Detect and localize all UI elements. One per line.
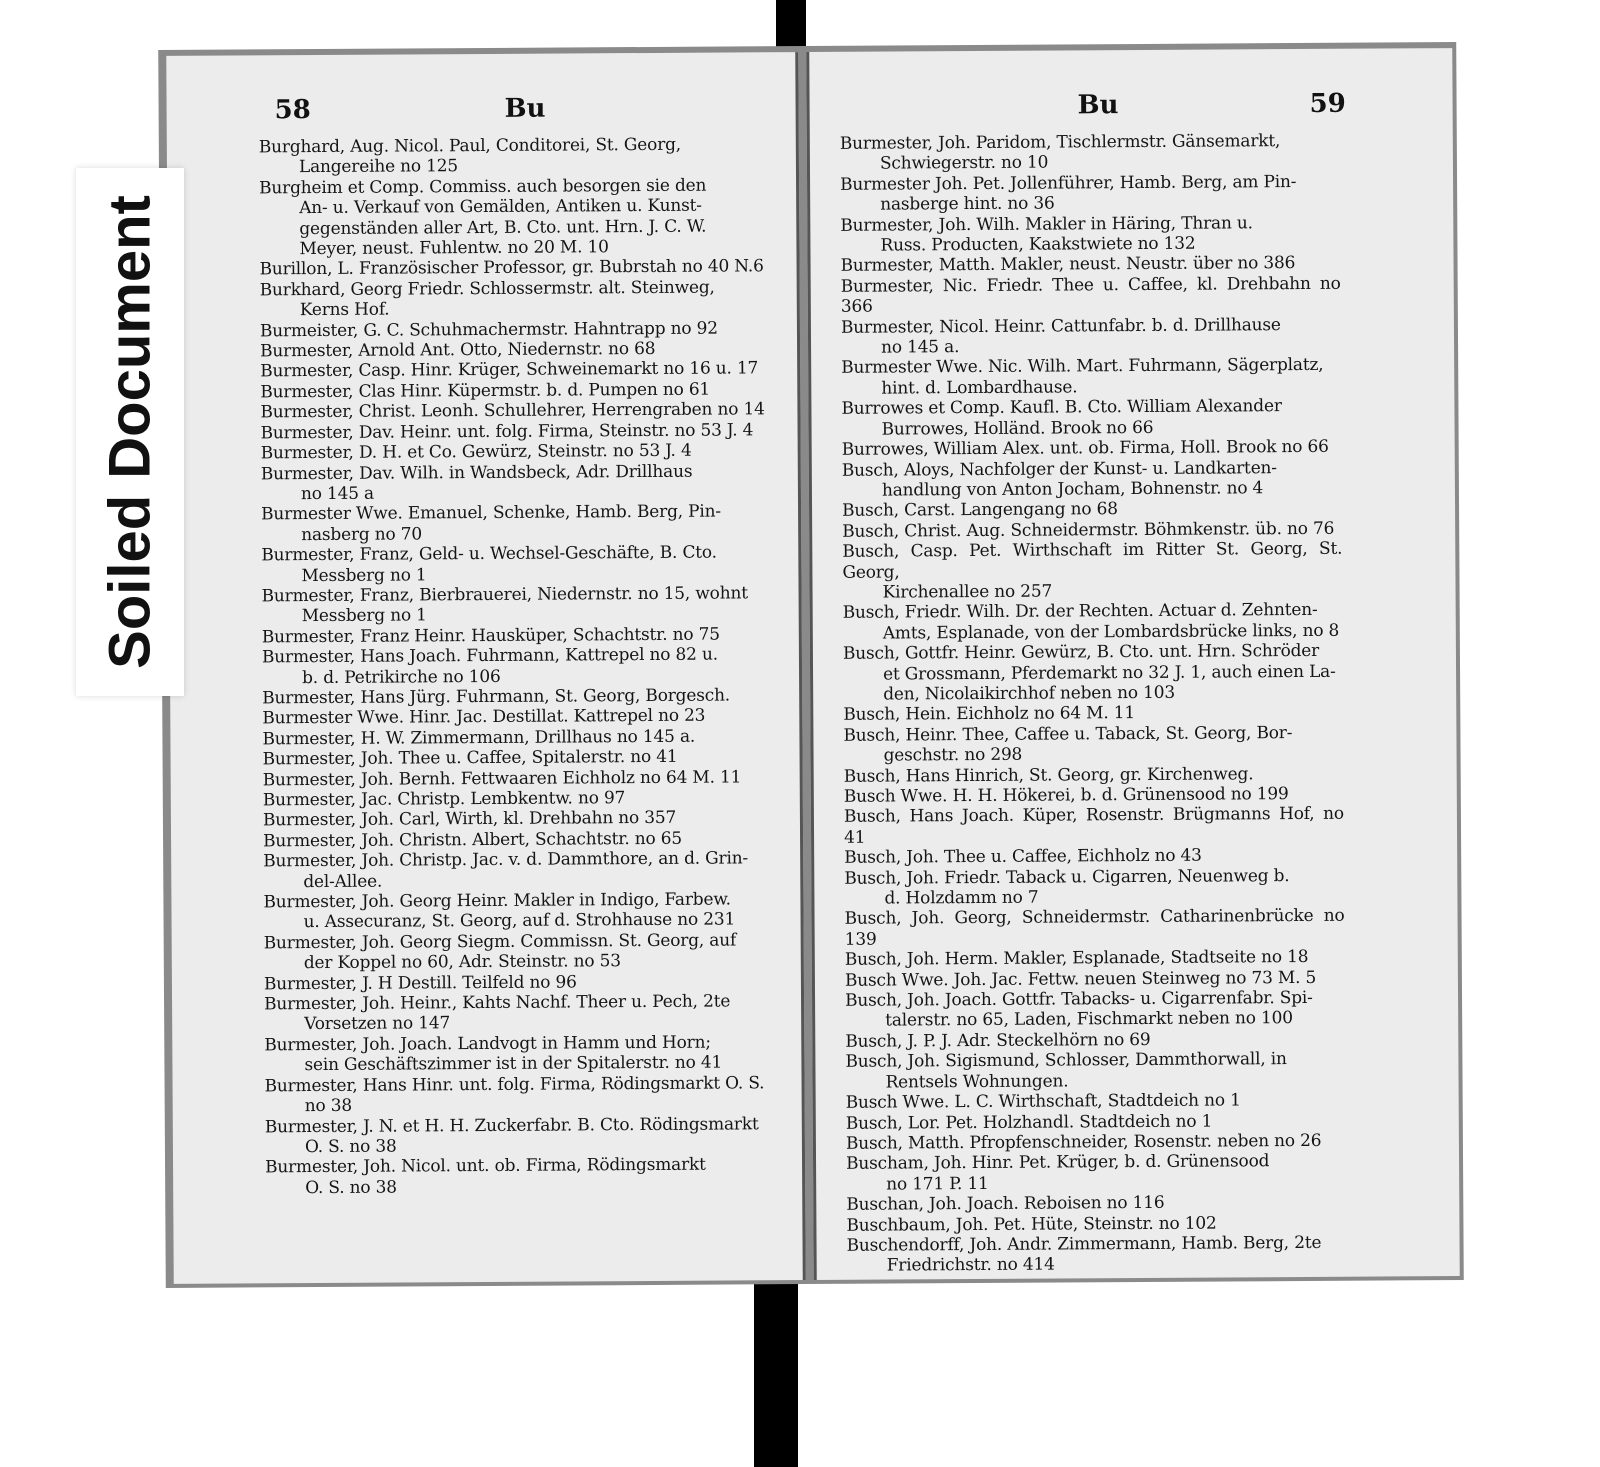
directory-entry — [846, 1131, 1346, 1154]
directory-entry — [844, 906, 1344, 950]
right-page-header — [809, 88, 1452, 132]
directory-entry — [264, 991, 774, 1035]
directory-entry — [840, 172, 1340, 216]
entry-line: Burmester, Joh. Georg Heinr. Makler in Indigo, Farbew. — [263, 889, 731, 913]
entry-continuation-line: der Koppel no 60, Adr. Steinstr. no 53 — [303, 951, 621, 974]
entry-line: Busch, Joh. Joach. Gottfr. Tabacks- u. Cigarrenfabr. Spi- — [844, 988, 1313, 1011]
entry-line: Busch, Christ. Aug. Schneidermstr. Böhmkenstr. üb. no 76 — [842, 518, 1335, 542]
directory-entry — [260, 277, 770, 321]
entry-line: Busch, Heinr. Thee, Caffee u. Taback, St. Georg, Bor- — [843, 722, 1293, 746]
directory-entry — [846, 1151, 1346, 1195]
entry-line: Burmester Joh. Pet. Jollenführer, Hamb. Berg, am Pin- — [840, 171, 1297, 195]
entry-line: Burmester, Hans Jürg. Fuhrmann, St. Georg, Borgesch. — [262, 685, 731, 709]
entry-continuation-line: et Grossmann, Pferdemarkt no 32 J. 1, auch einen La- — [882, 661, 1336, 685]
entry-continuation-line: An- u. Verkauf von Gemälden, Antiken u. Kunst- — [299, 195, 702, 219]
directory-entry — [265, 1073, 775, 1117]
entry-continuation-line: geschstr. no 298 — [883, 744, 1023, 766]
left-page-header — [167, 92, 796, 136]
directory-entry — [845, 988, 1345, 1032]
entry-continuation-line: hint. d. Lombardhause. — [881, 377, 1078, 399]
directory-entry — [262, 583, 772, 627]
entry-line: Burmester, D. H. et Co. Gewürz, Steinstr. no 53 J. 4 — [260, 440, 692, 464]
entry-line: Burmester, Dav. Wilh. in Wandsbeck, Adr. Drillhaus — [260, 461, 693, 484]
entry-line: Busch, Joh. Thee u. Caffee, Eichholz no 43 — [844, 845, 1202, 869]
directory-entry — [263, 889, 773, 933]
directory-entry — [263, 767, 773, 791]
entry-line: Burmester, Joh. Wilh. Makler in Häring, Thran u. — [840, 212, 1253, 236]
directory-entry — [844, 804, 1344, 848]
entry-continuation-line: nasberg no 70 — [301, 524, 423, 545]
entry-line: Busch, Gottfr. Heinr. Gewürz, B. Cto. unt. Hrn. Schröder — [842, 641, 1320, 664]
directory-entry — [264, 1032, 774, 1076]
entry-line: Burmester, Franz, Bierbrauerei, Niedernstr. no 15, wohnt — [261, 583, 748, 607]
directory-entry — [264, 930, 774, 974]
entry-continuation-line: Messberg no 1 — [301, 605, 427, 627]
entry-line: Burmester, Joh. Nicol. unt. ob. Firma, Rödingsmarkt — [264, 1154, 706, 1178]
entry-line: Busch, Carst. Langengang no 68 — [841, 499, 1118, 522]
entry-line: Burmester, Nic. Friedr. Thee u. Caffee, kl. Drehbahn no 366 — [840, 273, 1341, 318]
label-text: Soiled Document — [97, 195, 163, 669]
entry-line: Burmester, Jac. Christp. Lembkentw. no 97 — [262, 788, 626, 811]
entry-line: Busch, Friedr. Wilh. Dr. der Rechten. Actuar d. Zehnten- — [842, 600, 1318, 624]
directory-entry — [841, 355, 1341, 399]
entry-line: Burmester, Joh. Joach. Landvogt in Hamm und Horn; — [264, 1032, 711, 1056]
directory-entry — [842, 437, 1342, 460]
entry-line: Busch, Casp. Pet. Wirthschaft im Ritter St. Georg, St. Georg, — [842, 538, 1343, 583]
directory-entry — [840, 212, 1340, 256]
entry-line: Burmester, Dav. Heinr. unt. folg. Firma, Steinstr. no 53 J. 4 — [260, 420, 754, 444]
directory-entry — [260, 257, 770, 281]
entry-line: Burgheim et Comp. Commiss. auch besorgen sie den — [259, 175, 707, 199]
right-page-running-head: Bu — [1077, 90, 1119, 121]
entry-line: Burmester, Joh. Bernh. Fettwaaren Eichholz no 64 M. 11 — [262, 767, 742, 790]
entry-line: Burghard, Aug. Nicol. Paul, Conditorei, St. Georg, — [258, 134, 682, 158]
entry-line: Burrowes, William Alex. unt. ob. Firma, Holl. Brook no 66 — [841, 436, 1329, 460]
entry-line: Busch, Joh. Friedr. Taback u. Cigarren, Neuenweg b. — [844, 865, 1290, 889]
right-page — [806, 48, 1459, 1280]
directory-entry — [262, 706, 772, 730]
directory-entry — [259, 175, 769, 260]
entry-continuation-line: gegenständen aller Art, B. Cto. unt. Hrn. J. C. W. — [299, 216, 707, 239]
entry-line: Burmester, Casp. Hinr. Krüger, Schweinemarkt no 16 u. 17 — [260, 358, 759, 382]
entry-line: Burmester, J. N. et H. H. Zuckerfabr. B. Cto. Rödingsmarkt — [264, 1113, 759, 1137]
entry-line: Buschan, Joh. Joach. Reboisen no 116 — [846, 1192, 1165, 1215]
directory-entry — [841, 274, 1341, 318]
entry-line: Busch, Lor. Pet. Holzhandl. Stadtdeich no 1 — [845, 1111, 1213, 1134]
entry-continuation-line: Rentsels Wohnungen. — [885, 1071, 1069, 1093]
entry-line: Burillon, L. Französischer Professor, gr. Bubrstah no 40 N.6 — [259, 256, 764, 280]
entry-line: Busch Wwe. Joh. Jac. Fettw. neuen Steinweg no 73 M. 5 — [844, 967, 1317, 991]
entry-line: Burmester, Joh. Christp. Jac. v. d. Dammthore, an d. Grin- — [263, 848, 749, 872]
entry-line: Burmester, Hans Joach. Fuhrmann, Kattrepel no 82 u. — [261, 644, 718, 668]
directory-entry — [261, 420, 771, 444]
entry-continuation-line: handlung von Anton Jocham, Bohnenstr. no 4 — [881, 478, 1264, 501]
left-page-running-head: Bu — [504, 93, 546, 124]
entry-continuation-line: Russ. Producten, Kaakstwiete no 132 — [880, 233, 1196, 256]
directory-entry — [845, 1049, 1345, 1093]
entry-line: Buschbaum, Joh. Pet. Hüte, Steinstr. no 102 — [846, 1213, 1217, 1236]
directory-entry — [846, 1233, 1346, 1277]
entry-line: Burmester, Joh. Thee u. Caffee, Spitalerstr. no 41 — [262, 747, 678, 770]
entry-continuation-line: Meyer, neust. Fuhlentw. no 20 M. 10 — [299, 237, 609, 260]
entry-continuation-line: Langereihe no 125 — [298, 156, 459, 178]
entry-continuation-line: O. S. no 38 — [304, 1136, 397, 1158]
directory-entry — [844, 865, 1344, 909]
entry-line: Busch, Matth. Pfropfenschneider, Rosenstr. neben no 26 — [845, 1130, 1322, 1154]
soiled-document-label — [76, 168, 184, 696]
left-entries-list — [259, 134, 775, 1198]
entry-continuation-line: Amts, Esplanade, von der Lombardsbrücke links, no 8 — [882, 620, 1340, 644]
entry-line: Burmester, J. H Destill. Teilfeld no 96 — [263, 972, 577, 995]
entry-line: Busch, Hans Joach. Küper, Rosenstr. Brügmanns Hof, no 41 — [843, 804, 1344, 848]
entry-line: Burmester, Joh. Paridom, Tischlermstr. Gänsemarkt, — [839, 131, 1281, 154]
directory-entry — [841, 253, 1341, 276]
right-entries-list — [840, 131, 1347, 1277]
entry-continuation-line: d. Holzdamm no 7 — [884, 887, 1039, 909]
directory-entry — [261, 542, 771, 586]
directory-entry — [263, 848, 773, 892]
directory-entry — [842, 457, 1342, 501]
entry-continuation-line: no 171 P. 11 — [886, 1173, 989, 1195]
entry-line: Busch, J. P. J. Adr. Steckelhörn no 69 — [845, 1029, 1151, 1052]
entry-continuation-line: del-Allee. — [303, 871, 383, 892]
entry-line: Burmester Wwe. Emanuel, Schenke, Hamb. Berg, Pin- — [261, 501, 721, 525]
entry-continuation-line: talerstr. no 65, Laden, Fischmarkt neben no 100 — [885, 1008, 1293, 1032]
directory-entry — [843, 723, 1343, 767]
entry-line: Busch Wwe. L. C. Wirthschaft, Stadtdeich no 1 — [845, 1090, 1241, 1113]
entry-line: Burmester, Franz Heinr. Hausküper, Schachtstr. no 75 — [261, 624, 720, 648]
entry-continuation-line: b. d. Petrikirche no 106 — [302, 666, 501, 688]
left-page-number: 58 — [274, 95, 311, 126]
directory-entry — [261, 502, 771, 546]
entry-line: Burmester, Clas Hinr. Küpermstr. b. d. Pumpen no 61 — [260, 379, 711, 403]
entry-continuation-line: sein Geschäftszimmer ist in der Spitalerstr. no 41 — [304, 1052, 723, 1076]
entry-line: Busch, Hans Hinrich, St. Georg, gr. Kirchenweg. — [843, 763, 1254, 787]
entry-line: Buschendorff, Joh. Andr. Zimmermann, Hamb. Berg, 2te — [846, 1232, 1322, 1256]
binding-strip-bottom — [754, 1266, 798, 1467]
entry-line: Burmester, Joh. Heinr., Kahts Nachf. Theer u. Pech, 2te — [264, 991, 731, 1015]
directory-entry — [265, 1155, 775, 1199]
entry-continuation-line: u. Assecuranz, St. Georg, auf d. Strohhause no 231 — [303, 909, 736, 933]
entry-line: Busch, Joh. Sigismund, Schlosser, Dammthorwall, in — [845, 1049, 1287, 1073]
entry-line: Busch Wwe. H. H. Hökerei, b. d. Grünensood no 199 — [843, 784, 1289, 807]
entry-line: Busch, Aloys, Nachfolger der Kunst- u. Landkarten- — [841, 457, 1277, 481]
entry-line: Busch, Joh. Herm. Makler, Esplanade, Stadtseite no 18 — [844, 947, 1309, 971]
directory-entry — [261, 461, 771, 505]
entry-line: Burmester, H. W. Zimmermann, Drillhaus no 145 a. — [262, 726, 696, 750]
directory-entry — [262, 644, 772, 688]
entry-line: Burrowes et Comp. Kaufl. B. Cto. William Alexander — [841, 396, 1282, 420]
directory-entry — [845, 947, 1345, 970]
entry-continuation-line: Kerns Hof. — [299, 299, 390, 321]
directory-entry — [259, 134, 769, 178]
right-page-number: 59 — [1309, 88, 1346, 119]
entry-continuation-line: den, Nicolaikirchhof neben no 103 — [883, 682, 1175, 705]
entry-continuation-line: nasberge hint. no 36 — [880, 193, 1055, 215]
entry-line: Busch, Joh. Georg, Schneidermstr. Catharinenbrücke no 139 — [844, 906, 1345, 950]
entry-continuation-line: Messberg no 1 — [301, 564, 427, 586]
entry-continuation-line: no 145 a. — [881, 337, 960, 358]
directory-entry — [843, 600, 1343, 644]
entry-continuation-line: Vorsetzen no 147 — [304, 1013, 451, 1035]
directory-entry — [841, 396, 1341, 440]
entry-line: Burmester, Hans Hinr. unt. folg. Firma, Rödingsmarkt O. S. — [264, 1072, 765, 1097]
directory-entry — [843, 641, 1343, 705]
entry-line: Burmester, Christ. Leonh. Schullehrer, Herrengraben no 14 — [260, 399, 765, 423]
directory-entry — [840, 131, 1340, 175]
entry-continuation-line: no 38 — [304, 1095, 352, 1117]
entry-line: Burmester, Joh. Christn. Albert, Schachtstr. no 65 — [263, 828, 683, 852]
entry-line: Burmester Wwe. Hinr. Jac. Destillat. Kattrepel no 23 — [262, 706, 706, 729]
entry-continuation-line: Schwiegerstr. no 10 — [879, 152, 1049, 174]
entry-continuation-line: Friedrichstr. no 414 — [886, 1254, 1055, 1276]
entry-line: Burmester, Franz, Geld- u. Wechsel-Geschäfte, B. Cto. — [261, 542, 717, 566]
entry-line: Busch, Hein. Eichholz no 64 M. 11 — [843, 703, 1136, 726]
open-book — [158, 42, 1464, 1288]
directory-entry — [841, 314, 1341, 358]
entry-line: Burmester, Nicol. Heinr. Cattunfabr. b. d. Drillhause — [840, 314, 1281, 338]
entry-line: Burmester, Arnold Ant. Otto, Niedernstr. no 68 — [260, 339, 656, 362]
left-page — [166, 52, 805, 1284]
entry-line: Burmester, Joh. Carl, Wirth, kl. Drehbahn no 357 — [262, 808, 677, 831]
directory-entry — [265, 1114, 775, 1158]
entry-continuation-line: no 145 a — [300, 483, 374, 505]
directory-entry — [260, 400, 770, 424]
directory-entry — [842, 539, 1342, 603]
entry-line: Burmester Wwe. Nic. Wilh. Mart. Fuhrmann, Sägerplatz, — [841, 355, 1324, 379]
entry-continuation-line: Burrowes, Holländ. Brook no 66 — [881, 417, 1154, 440]
entry-line: Burmester, Joh. Georg Siegm. Commissn. St. Georg, auf — [263, 930, 737, 954]
entry-line: Burmester, Matth. Makler, neust. Neustr. über no 386 — [840, 253, 1296, 277]
directory-entry — [260, 318, 770, 342]
entry-line: Burkhard, Georg Friedr. Schlossermstr. alt. Steinweg, — [259, 277, 715, 301]
entry-continuation-line: O. S. no 38 — [305, 1177, 397, 1198]
entry-continuation-line: Kirchenallee no 257 — [882, 581, 1053, 603]
entry-line: Buscham, Joh. Hinr. Pet. Krüger, b. d. Grünensood — [845, 1151, 1270, 1175]
entry-line: Burmeister, G. C. Schuhmachermstr. Hahntrapp no 92 — [259, 318, 718, 342]
